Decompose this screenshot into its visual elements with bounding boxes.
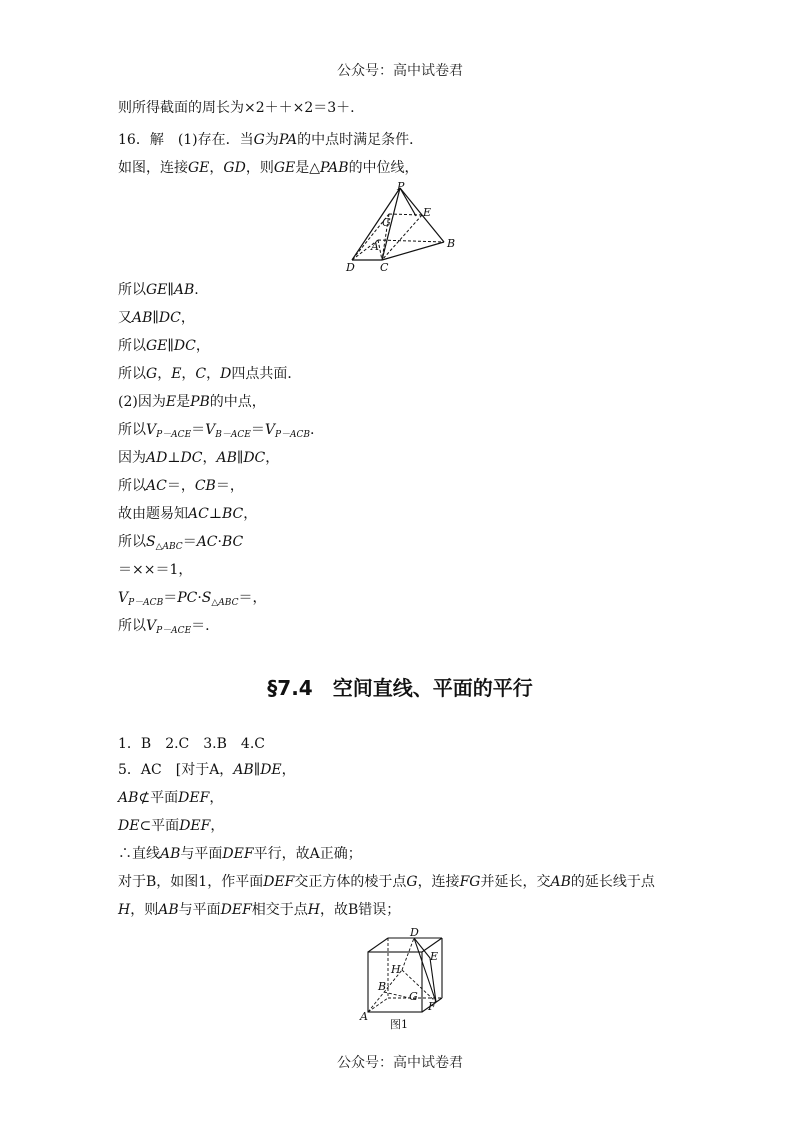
text-line: 1．B 2.C 3.B 4.C (118, 736, 265, 752)
text-line: $V_{P-ACB}=PC\cdot S_{\triangle ABC}=$， (118, 590, 267, 608)
label-B: B (447, 237, 456, 250)
label-E: E (430, 950, 439, 963)
text-line: 所以G，E，C，D四点共面． (118, 366, 302, 382)
label-A: A (371, 240, 379, 253)
text-line: 5．AC [对于A，AB∥DE， (118, 762, 296, 778)
text-line: 所以$V_{P-ACE}=V_{B-ACE}=V_{P-ACB}$. (118, 422, 315, 440)
label-C: C (380, 261, 389, 274)
pyramid-figure (342, 180, 462, 274)
page-header: 公众号：高中试卷君 (337, 63, 463, 79)
label-F: F (428, 1000, 436, 1013)
label-P: P (397, 180, 405, 193)
text-line: 故由题易知AC⊥BC， (118, 506, 258, 522)
text-line: (2)因为E是PB的中点， (118, 394, 266, 410)
label-B: B (378, 980, 387, 993)
label-A: A (360, 1010, 368, 1023)
label-E: E (423, 206, 432, 219)
text-line: 又AB∥DC， (118, 310, 195, 326)
text-line: 16．解 (1)存在．当G为PA的中点时满足条件． (118, 132, 424, 148)
text-line: DE⊂平面DEF， (118, 818, 225, 834)
text-line: 如图，连接GE，GD，则GE是△PAB的中位线， (118, 160, 419, 176)
cube-figure (356, 928, 448, 1032)
section-title: §7.4 空间直线、平面的平行 (267, 676, 533, 700)
label-G: G (382, 216, 391, 229)
label-H: H (391, 963, 401, 976)
text-line: 对于B，如图1，作平面DEF交正方体的棱于点G，连接FG并延长，交AB的延长线于点 (118, 874, 655, 890)
page-footer: 公众号：高中试卷君 (337, 1055, 463, 1071)
label-D: D (346, 261, 355, 274)
text-line: 因为AD⊥DC，AB∥DC， (118, 450, 280, 466)
text-line: 所以GE∥DC， (118, 338, 210, 354)
text-line: 所以$V_{P-ACE}=$. (118, 618, 210, 636)
text-line: 所以GE∥AB. (118, 282, 199, 298)
text-line: ∴直线AB与平面DEF平行，故A正确； (118, 846, 362, 862)
text-line: 所以AC＝，CB＝， (118, 478, 244, 494)
figure-caption: 图1 (390, 1018, 408, 1031)
text-line: ＝××＝1， (118, 562, 193, 578)
text-line: AB⊄平面DEF， (118, 790, 224, 806)
label-G: G (409, 990, 418, 1003)
text-line: H，则AB与平面DEF相交于点H，故B错误； (118, 902, 401, 918)
label-D: D (410, 928, 419, 939)
text-line: 所以$S_{\triangle ABC}=AC\cdot BC$ (118, 534, 244, 552)
text-line: 则所得截面的周长为×2＋＋×2＝3＋. (118, 100, 355, 116)
